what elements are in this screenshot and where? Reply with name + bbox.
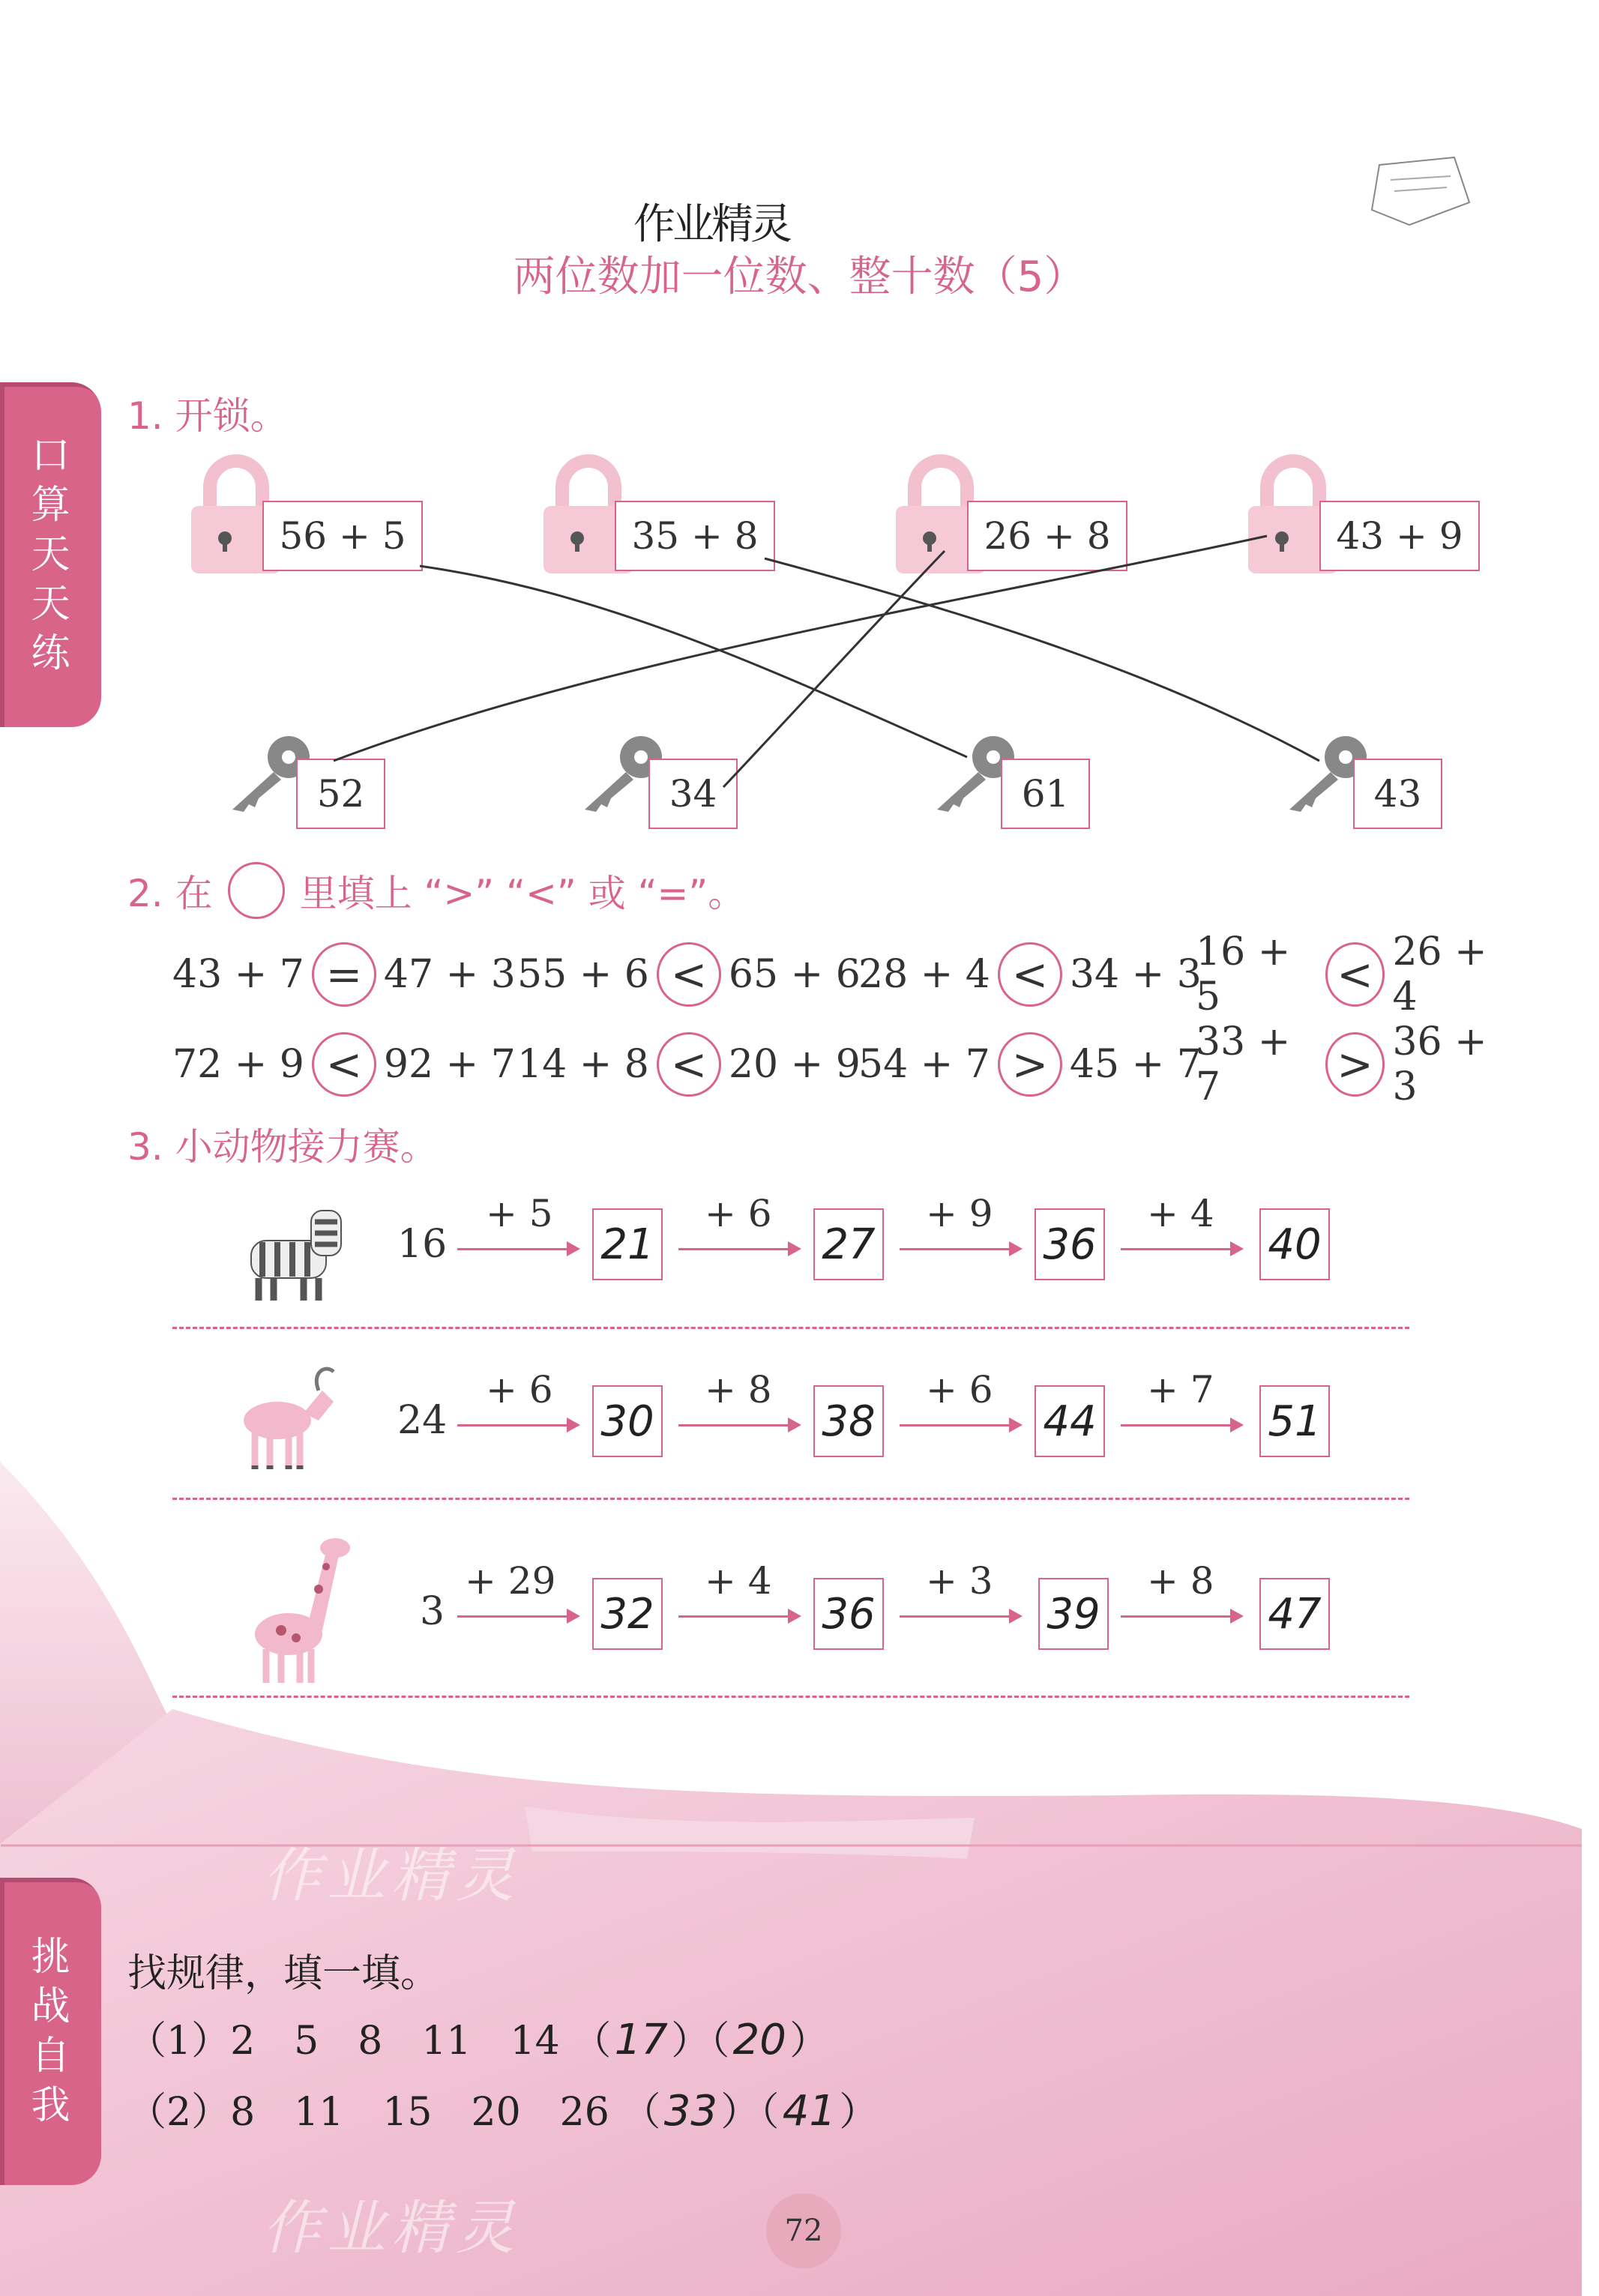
challenge-answer[interactable]: 20	[732, 2016, 786, 2064]
comparison-right: 34 + 3	[1069, 952, 1202, 997]
challenge-answer[interactable]: 33	[663, 2087, 718, 2136]
relay-operation: + 3	[926, 1559, 993, 1603]
comparison-right: 26 + 4	[1392, 929, 1487, 1019]
arrow-icon	[900, 1424, 1012, 1426]
comparison-left: 43 + 7	[172, 952, 304, 997]
brand-logo: 作业精灵	[633, 200, 789, 249]
comparison-left: 14 + 8	[517, 1042, 649, 1087]
arrow-icon	[457, 1615, 570, 1618]
comparison-left: 72 + 9	[172, 1042, 304, 1087]
zebra-icon	[221, 1196, 364, 1308]
challenge-label: （2）	[127, 2090, 231, 2135]
arrow-icon	[678, 1615, 791, 1618]
relay-start: 16	[397, 1222, 448, 1267]
goat-icon	[229, 1361, 341, 1473]
relay-answer[interactable]: 27	[813, 1208, 884, 1280]
comparison-right: 36 + 3	[1392, 1019, 1487, 1109]
relay-operation: + 9	[926, 1192, 993, 1235]
comparison-answer[interactable]: >	[998, 1032, 1062, 1097]
relay-operation: + 7	[1147, 1368, 1214, 1411]
arrow-icon	[678, 1248, 791, 1250]
relay-operation: + 6	[705, 1192, 772, 1235]
relay-operation: + 6	[926, 1368, 993, 1411]
relay-operation: + 6	[486, 1368, 553, 1411]
watermark-logo: 作业精灵	[262, 2195, 521, 2262]
divider	[172, 1696, 1409, 1698]
page-title: 两位数加一位数、整十数（5）	[513, 253, 1086, 301]
relay-answer[interactable]: 32	[592, 1578, 663, 1650]
arrow-icon	[678, 1424, 791, 1426]
tab-char: 我	[31, 2083, 70, 2128]
relay-answer[interactable]: 47	[1259, 1578, 1330, 1650]
relay-operation: + 8	[705, 1368, 772, 1411]
divider	[172, 1327, 1409, 1329]
page-number: 72	[784, 2214, 823, 2248]
relay-operation: + 4	[1147, 1192, 1214, 1235]
comparison-item	[517, 941, 861, 1008]
comparison-answer[interactable]: <	[657, 942, 721, 1007]
matching-lines	[0, 0, 1599, 900]
lock-expression: 26 + 8	[967, 501, 1127, 571]
challenge-item: （1）2 5 8 11 14 （17）（20）	[127, 2016, 829, 2064]
comparison-left: 55 + 6	[517, 952, 649, 997]
comparison-item	[858, 941, 1202, 1008]
q2-heading	[127, 862, 745, 919]
challenge-label: （1）	[127, 2019, 231, 2064]
comparison-left: 33 + 7	[1196, 1019, 1291, 1109]
relay-answer[interactable]: 36	[1035, 1208, 1105, 1280]
comparison-item	[172, 1031, 516, 1098]
lock-expression: 43 + 9	[1319, 501, 1480, 571]
challenge-sequence: 2 5 8 11 14	[230, 2019, 560, 2064]
comparison-item	[172, 941, 516, 1008]
relay-answer[interactable]: 44	[1035, 1385, 1105, 1457]
q3-heading: 3. 小动物接力赛。	[127, 1125, 438, 1169]
q1-heading: 1. 开锁。	[127, 394, 288, 438]
arrow-icon	[457, 1424, 570, 1426]
tab-char: 战	[31, 1984, 70, 2029]
relay-answer[interactable]: 30	[592, 1385, 663, 1457]
relay-answer[interactable]: 51	[1259, 1385, 1330, 1457]
divider	[172, 1498, 1409, 1500]
relay-operation: + 5	[486, 1192, 553, 1235]
comparison-answer[interactable]: <	[1325, 942, 1385, 1007]
key-value: 52	[296, 759, 385, 829]
comparison-left: 54 + 7	[858, 1042, 990, 1087]
challenge-sequence: 8 11 15 20 26	[230, 2090, 609, 2135]
comparison-answer[interactable]: =	[312, 942, 376, 1007]
comparison-item	[1196, 929, 1514, 1019]
comparison-answer[interactable]: <	[657, 1032, 721, 1097]
circle-icon	[228, 862, 285, 919]
tab-char: 口	[31, 433, 70, 478]
relay-answer[interactable]: 39	[1038, 1578, 1109, 1650]
key-value: 43	[1353, 759, 1442, 829]
comparison-answer[interactable]: >	[1325, 1032, 1385, 1097]
arrow-icon	[1121, 1424, 1233, 1426]
relay-answer[interactable]: 21	[592, 1208, 663, 1280]
comparison-right: 92 + 7	[383, 1042, 516, 1087]
comparison-right: 20 + 9	[728, 1042, 861, 1087]
relay-answer[interactable]: 40	[1259, 1208, 1330, 1280]
comparison-right: 45 + 7	[1069, 1042, 1202, 1087]
arrow-icon	[1121, 1248, 1233, 1250]
tab-char: 挑	[31, 1935, 70, 1980]
comparison-item	[1196, 1019, 1514, 1109]
comparison-right: 47 + 3	[383, 952, 516, 997]
comparison-answer[interactable]: <	[998, 942, 1062, 1007]
relay-operation: + 8	[1147, 1559, 1214, 1603]
watermark-logo: 作业精灵	[262, 1842, 521, 1910]
relay-start: 3	[420, 1589, 445, 1634]
tab-char: 算	[31, 483, 70, 528]
tab-char: 天	[31, 582, 70, 627]
comparison-row	[172, 1019, 1514, 1109]
comparison-item	[858, 1031, 1202, 1098]
tab-char: 天	[31, 532, 70, 577]
comparison-answer[interactable]: <	[312, 1032, 376, 1097]
key-value: 61	[1001, 759, 1090, 829]
lock-expression: 35 + 8	[615, 501, 775, 571]
relay-answer[interactable]: 36	[813, 1578, 884, 1650]
tab-char: 自	[31, 2034, 70, 2079]
challenge-answer[interactable]: 17	[614, 2016, 668, 2064]
comparison-right: 65 + 6	[728, 952, 861, 997]
relay-answer[interactable]: 38	[813, 1385, 884, 1457]
tab-char: 练	[31, 631, 70, 676]
challenge-answer[interactable]: 41	[782, 2087, 837, 2136]
side-tab-challenge	[0, 1878, 101, 2185]
comparison-row	[172, 929, 1514, 1019]
challenge-heading: 找规律，填一填。	[127, 1951, 440, 1996]
comparison-left: 28 + 4	[858, 952, 990, 997]
relay-operation: + 4	[705, 1559, 772, 1603]
arrow-icon	[457, 1248, 570, 1250]
q2-heading-suffix: 里填上 “>” “<” 或 “=”。	[299, 872, 746, 915]
comparison-left: 16 + 5	[1196, 929, 1291, 1019]
arrow-icon	[1121, 1615, 1233, 1618]
q2-heading-prefix: 2. 在	[127, 872, 213, 915]
comparison-item	[517, 1031, 861, 1098]
key-value: 34	[648, 759, 738, 829]
challenge-item: （2）8 11 15 20 26 （33）（41）	[127, 2087, 879, 2136]
relay-operation: + 29	[465, 1559, 556, 1603]
giraffe-icon	[236, 1529, 356, 1687]
arrow-icon	[900, 1615, 1012, 1618]
lock-expression: 56 + 5	[262, 501, 423, 571]
arrow-icon	[900, 1248, 1012, 1250]
relay-start: 24	[397, 1398, 448, 1443]
